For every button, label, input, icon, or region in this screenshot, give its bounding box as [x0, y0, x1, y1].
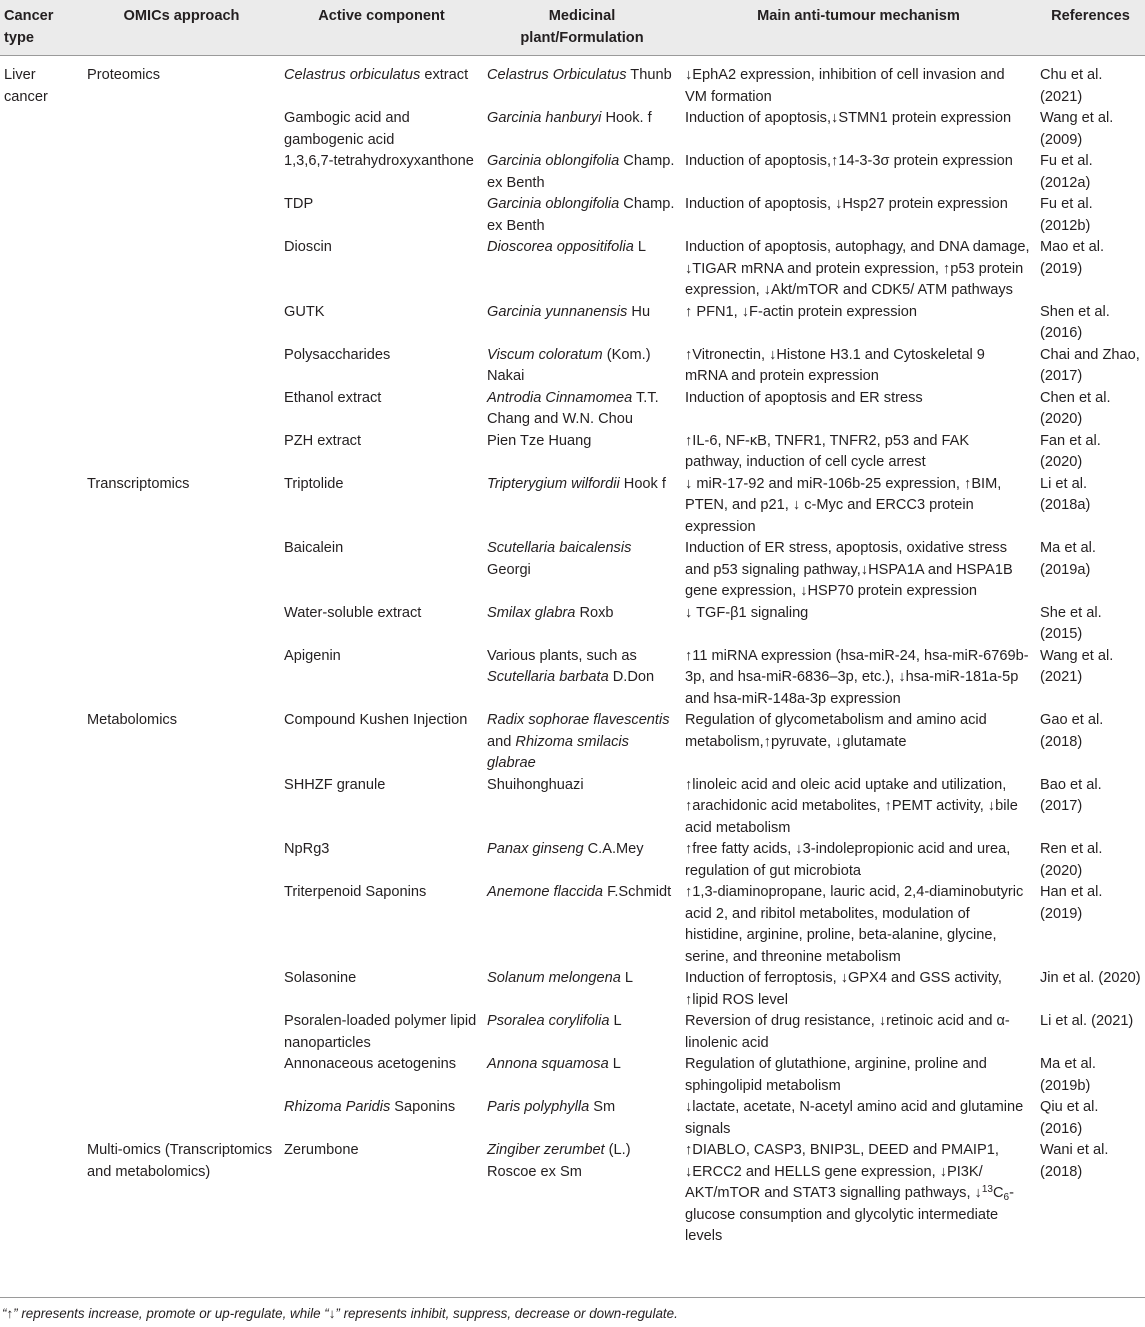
table-row	[0, 302, 1145, 345]
cell-omics-approach: Proteomics	[87, 67, 160, 83]
header-cancer-type: Cancer type	[0, 0, 83, 56]
cell-medicinal-plant: Radix sophorae flavescentis and Rhizoma smilacis glabrae	[487, 712, 670, 771]
cell-mechanism: ↑11 miRNA expression (hsa-miR-24, hsa-miR-6769b-3p, and hsa-miR-6836–3p, etc.), ↓hsa-miR-181a-5p and hsa-miR-148a-3p expression	[685, 647, 1029, 707]
cell-omics-approach: Metabolomics	[87, 712, 178, 728]
cell-cancer-type	[0, 538, 83, 603]
cell-reference: Ma et al. (2019a)	[1040, 540, 1096, 578]
cell-medicinal-plant: Various plants, such as Scutellaria barbata D.Don	[487, 647, 655, 685]
table-row	[0, 345, 1145, 388]
cell-active-component: Compound Kushen Injection	[284, 712, 468, 728]
cell-reference: Fu et al. (2012a)	[1040, 153, 1093, 191]
cell-omics-approach	[83, 1054, 280, 1097]
cell-medicinal-plant: Garcinia hanburyi Hook. f	[487, 110, 652, 126]
table-row	[0, 646, 1145, 711]
cell-medicinal-plant: Tripterygium wilfordii Hook f	[487, 475, 666, 492]
cell-cancer-type	[0, 151, 83, 194]
cell-active-component: 1,3,6,7-tetrahydroxyxanthone	[284, 153, 474, 169]
cell-reference: Jin et al. (2020)	[1040, 970, 1141, 986]
cell-mechanism: Induction of ER stress, apoptosis, oxidative stress and p53 signaling pathway,↓HSPA1A and HSPA1B gene expression, ↓HSP70 protein expression	[685, 540, 1013, 599]
cell-mechanism: ↑ PFN1, ↓F-actin protein expression	[685, 303, 917, 320]
cell-medicinal-plant: Antrodia Cinnamomea T.T. Chang and W.N. Chou	[487, 389, 659, 427]
cell-omics-approach	[83, 775, 280, 840]
table-row	[0, 839, 1145, 882]
cell-medicinal-plant: Viscum coloratum (Kom.) Nakai	[487, 346, 651, 384]
cell-mechanism: ↓ TGF-β1 signaling	[685, 604, 809, 621]
cell-reference: Chen et al. (2020)	[1040, 389, 1111, 427]
cell-reference: Fan et al. (2020)	[1040, 432, 1101, 470]
cell-reference: Ren et al. (2020)	[1040, 841, 1103, 879]
cell-medicinal-plant: Pien Tze Huang	[487, 432, 592, 449]
table-row	[0, 194, 1145, 237]
table-row	[0, 474, 1145, 539]
cell-mechanism: Reversion of drug resistance, ↓retinoic acid and α-linolenic acid	[685, 1013, 1010, 1051]
cell-reference: Fu et al. (2012b)	[1040, 196, 1093, 234]
cell-active-component: Gambogic acid and gambogenic acid	[284, 110, 410, 148]
cell-omics-approach	[83, 302, 280, 345]
cell-medicinal-plant: Paris polyphylla Sm	[487, 1099, 616, 1115]
header-references: References	[1036, 0, 1145, 56]
cell-cancer-type	[0, 1011, 83, 1054]
cell-reference: Mao et al. (2019)	[1040, 239, 1105, 277]
cell-reference: Wang et al. (2009)	[1040, 110, 1114, 148]
cell-mechanism: Induction of ferroptosis, ↓GPX4 and GSS activity, ↑lipid ROS level	[685, 970, 1002, 1008]
cell-medicinal-plant: Garcinia oblongifolia Champ. ex Benth	[487, 153, 675, 191]
cell-active-component: Ethanol extract	[284, 389, 382, 406]
header-active-component: Active component	[280, 0, 483, 56]
cell-mechanism: Induction of apoptosis,↑14-3-3σ protein expression	[685, 153, 1013, 169]
cell-cancer-type	[0, 1097, 83, 1140]
cell-reference: She et al. (2015)	[1040, 604, 1102, 642]
cell-omics-approach	[83, 108, 280, 151]
cell-active-component: Dioscin	[284, 239, 332, 255]
cell-omics-approach	[83, 839, 280, 882]
cell-medicinal-plant: Smilax glabra Roxb	[487, 604, 614, 621]
cell-mechanism: Induction of apoptosis, autophagy, and DNA damage, ↓TIGAR mRNA and protein expression, ↑p53 protein expression, ↓Akt/mTOR and CDK5/ ATM pathways	[685, 239, 1030, 298]
cell-active-component: Rhizoma Paridis Saponins	[284, 1099, 456, 1115]
table-row	[0, 603, 1145, 646]
cell-cancer-type	[0, 603, 83, 646]
cell-cancer-type	[0, 968, 83, 1011]
cell-medicinal-plant: Solanum melongena L	[487, 970, 634, 986]
cell-cancer-type: Liver cancer	[4, 67, 48, 105]
cell-omics-approach	[83, 1097, 280, 1140]
cell-medicinal-plant: Garcinia oblongifolia Champ. ex Benth	[487, 196, 675, 234]
cell-omics-approach	[83, 603, 280, 646]
table-row	[0, 710, 1145, 775]
cell-omics-approach	[83, 1011, 280, 1054]
cell-active-component: Water-soluble extract	[284, 604, 422, 621]
cell-omics-approach: Transcriptomics	[87, 475, 190, 492]
table-row	[0, 1097, 1145, 1140]
cell-reference: Wani et al. (2018)	[1040, 1142, 1109, 1180]
cell-reference: Gao et al. (2018)	[1040, 712, 1104, 750]
table-row	[0, 538, 1145, 603]
table-body	[0, 56, 1145, 1248]
cell-mechanism: ↓ miR-17-92 and miR-106b-25 expression, ↑BIM, PTEN, and p21, ↓ c-Myc and ERCC3 protein expression	[685, 475, 1002, 535]
cell-reference: Bao et al. (2017)	[1040, 776, 1102, 814]
cell-active-component: Annonaceous acetogenins	[284, 1056, 457, 1072]
cell-medicinal-plant: Panax ginseng C.A.Mey	[487, 841, 644, 857]
cell-cancer-type	[0, 775, 83, 840]
cell-cancer-type	[0, 646, 83, 711]
cell-cancer-type	[0, 345, 83, 388]
cell-omics-approach: Multi-omics (Transcriptomics and metabolomics)	[87, 1142, 273, 1180]
table-row	[0, 882, 1145, 968]
cell-mechanism: ↓EphA2 expression, inhibition of cell invasion and VM formation	[685, 67, 1005, 105]
cell-reference: Chai and Zhao, (2017)	[1040, 346, 1140, 384]
cell-reference: Li et al. (2021)	[1040, 1013, 1134, 1029]
cell-cancer-type	[0, 302, 83, 345]
cell-mechanism: Regulation of glycometabolism and amino acid metabolism,↑pyruvate, ↓glutamate	[685, 712, 987, 750]
cell-omics-approach	[83, 151, 280, 194]
cell-cancer-type	[0, 1054, 83, 1097]
table-row	[0, 968, 1145, 1011]
cell-reference: Shen et al. (2016)	[1040, 303, 1110, 341]
cell-reference: Han et al. (2019)	[1040, 884, 1103, 922]
cell-medicinal-plant: Garcinia yunnanensis Hu	[487, 303, 651, 320]
table-row	[0, 431, 1145, 474]
cell-active-component: Zerumbone	[284, 1142, 359, 1158]
cell-omics-approach	[83, 882, 280, 968]
cell-mechanism: ↑DIABLO, CASP3, BNIP3L, DEED and PMAIP1, ↓ERCC2 and HELLS gene expression, ↓PI3K/ AKT/mTOR and STAT3 signalling pathways, $↓^{13}C_6$-glucose consumption and glycolytic intermediate levels	[685, 1142, 1014, 1244]
cell-mechanism: ↑1,3-diaminopropane, lauric acid, 2,4-diaminobutyric acid 2, and ribitol metabolites, modulation of histidine, arginine, proline, beta-alanine, glycine, serine, and threonine metabolism	[685, 884, 1024, 965]
cell-omics-approach	[83, 968, 280, 1011]
cell-mechanism: ↓lactate, acetate, N-acetyl amino acid and glutamine signals	[685, 1099, 1024, 1137]
cell-medicinal-plant: Anemone flaccida F.Schmidt	[487, 884, 672, 900]
header-medicinal-plant: Medicinal plant/Formulation	[483, 0, 681, 56]
cell-medicinal-plant: Scutellaria baicalensis Georgi	[487, 540, 632, 578]
table-row	[0, 1140, 1145, 1248]
cell-reference: Ma et al. (2019b)	[1040, 1056, 1096, 1094]
cell-active-component: GUTK	[284, 303, 325, 320]
cell-reference: Qiu et al. (2016)	[1040, 1099, 1099, 1137]
cell-active-component: TDP	[284, 196, 314, 212]
cell-cancer-type	[0, 388, 83, 431]
cell-cancer-type	[0, 710, 83, 775]
table-row	[0, 151, 1145, 194]
cell-cancer-type	[0, 839, 83, 882]
table-row	[0, 1011, 1145, 1054]
cell-omics-approach	[83, 194, 280, 237]
cell-medicinal-plant: Celastrus Orbiculatus Thunb	[487, 67, 672, 83]
cell-medicinal-plant: Dioscorea oppositifolia L	[487, 239, 647, 255]
cell-omics-approach	[83, 388, 280, 431]
cell-omics-approach	[83, 237, 280, 302]
cell-omics-approach	[83, 646, 280, 711]
cell-active-component: SHHZF granule	[284, 776, 386, 793]
cell-mechanism: Induction of apoptosis, ↓Hsp27 protein expression	[685, 196, 1008, 212]
cell-active-component: Celastrus orbiculatus extract	[284, 67, 469, 83]
cell-active-component: Triptolide	[284, 475, 344, 492]
cell-reference: Chu et al. (2021)	[1040, 67, 1103, 105]
cell-active-component: Triterpenoid Saponins	[284, 884, 427, 900]
cell-mechanism: Induction of apoptosis and ER stress	[685, 389, 923, 406]
cell-cancer-type	[0, 1140, 83, 1248]
cell-omics-approach	[83, 538, 280, 603]
table-row	[0, 388, 1145, 431]
cell-medicinal-plant: Shuihonghuazi	[487, 776, 584, 793]
cell-reference: Li et al. (2018a)	[1040, 475, 1091, 513]
cell-omics-approach	[83, 345, 280, 388]
cell-active-component: PZH extract	[284, 432, 362, 449]
cell-mechanism: ↑IL-6, NF-κB, TNFR1, TNFR2, p53 and FAK pathway, induction of cell cycle arrest	[685, 432, 970, 470]
cell-cancer-type	[0, 108, 83, 151]
cell-mechanism: Induction of apoptosis,↓STMN1 protein expression	[685, 110, 1012, 126]
table-row	[0, 108, 1145, 151]
cell-active-component: Polysaccharides	[284, 346, 391, 363]
cell-cancer-type	[0, 474, 83, 539]
header-omics-approach: OMICs approach	[83, 0, 280, 56]
table-row	[0, 775, 1145, 840]
cell-mechanism: Regulation of glutathione, arginine, proline and sphingolipid metabolism	[685, 1056, 987, 1094]
cell-mechanism: ↑free fatty acids, ↓3-indolepropionic acid and urea, regulation of gut microbiota	[685, 841, 1011, 879]
table-row	[0, 1054, 1145, 1097]
cell-cancer-type	[0, 882, 83, 968]
cell-cancer-type	[0, 431, 83, 474]
cell-cancer-type	[0, 237, 83, 302]
cell-mechanism: ↑Vitronectin, ↓Histone H3.1 and Cytoskeletal 9 mRNA and protein expression	[685, 346, 985, 384]
cell-medicinal-plant: Annona squamosa L	[487, 1056, 621, 1072]
cell-mechanism: ↑linoleic acid and oleic acid uptake and utilization, ↑arachidonic acid metabolites, ↑PEMT activity, ↓bile acid metabolism	[685, 776, 1018, 836]
cell-omics-approach	[83, 431, 280, 474]
table-footnote: “↑” represents increase, promote or up-regulate, while “↓” represents inhibit, suppress, decrease or down-regulate.	[2, 1306, 678, 1321]
table-bottom-rule	[0, 1297, 1145, 1298]
cell-active-component: Baicalein	[284, 540, 344, 556]
cell-medicinal-plant: Zingiber zerumbet (L.) Roscoe ex Sm	[487, 1142, 631, 1180]
cell-active-component: Apigenin	[284, 647, 341, 664]
cell-active-component: Psoralen-loaded polymer lipid nanoparticles	[284, 1013, 477, 1051]
cell-active-component: NpRg3	[284, 841, 330, 857]
cell-reference: Wang et al. (2021)	[1040, 647, 1114, 685]
header-row	[0, 0, 1145, 56]
table-row	[0, 237, 1145, 302]
table-row	[0, 56, 1145, 109]
cell-cancer-type	[0, 194, 83, 237]
cell-active-component: Solasonine	[284, 970, 357, 986]
header-mechanism: Main anti-tumour mechanism	[681, 0, 1036, 56]
cell-medicinal-plant: Psoralea corylifolia L	[487, 1013, 622, 1029]
